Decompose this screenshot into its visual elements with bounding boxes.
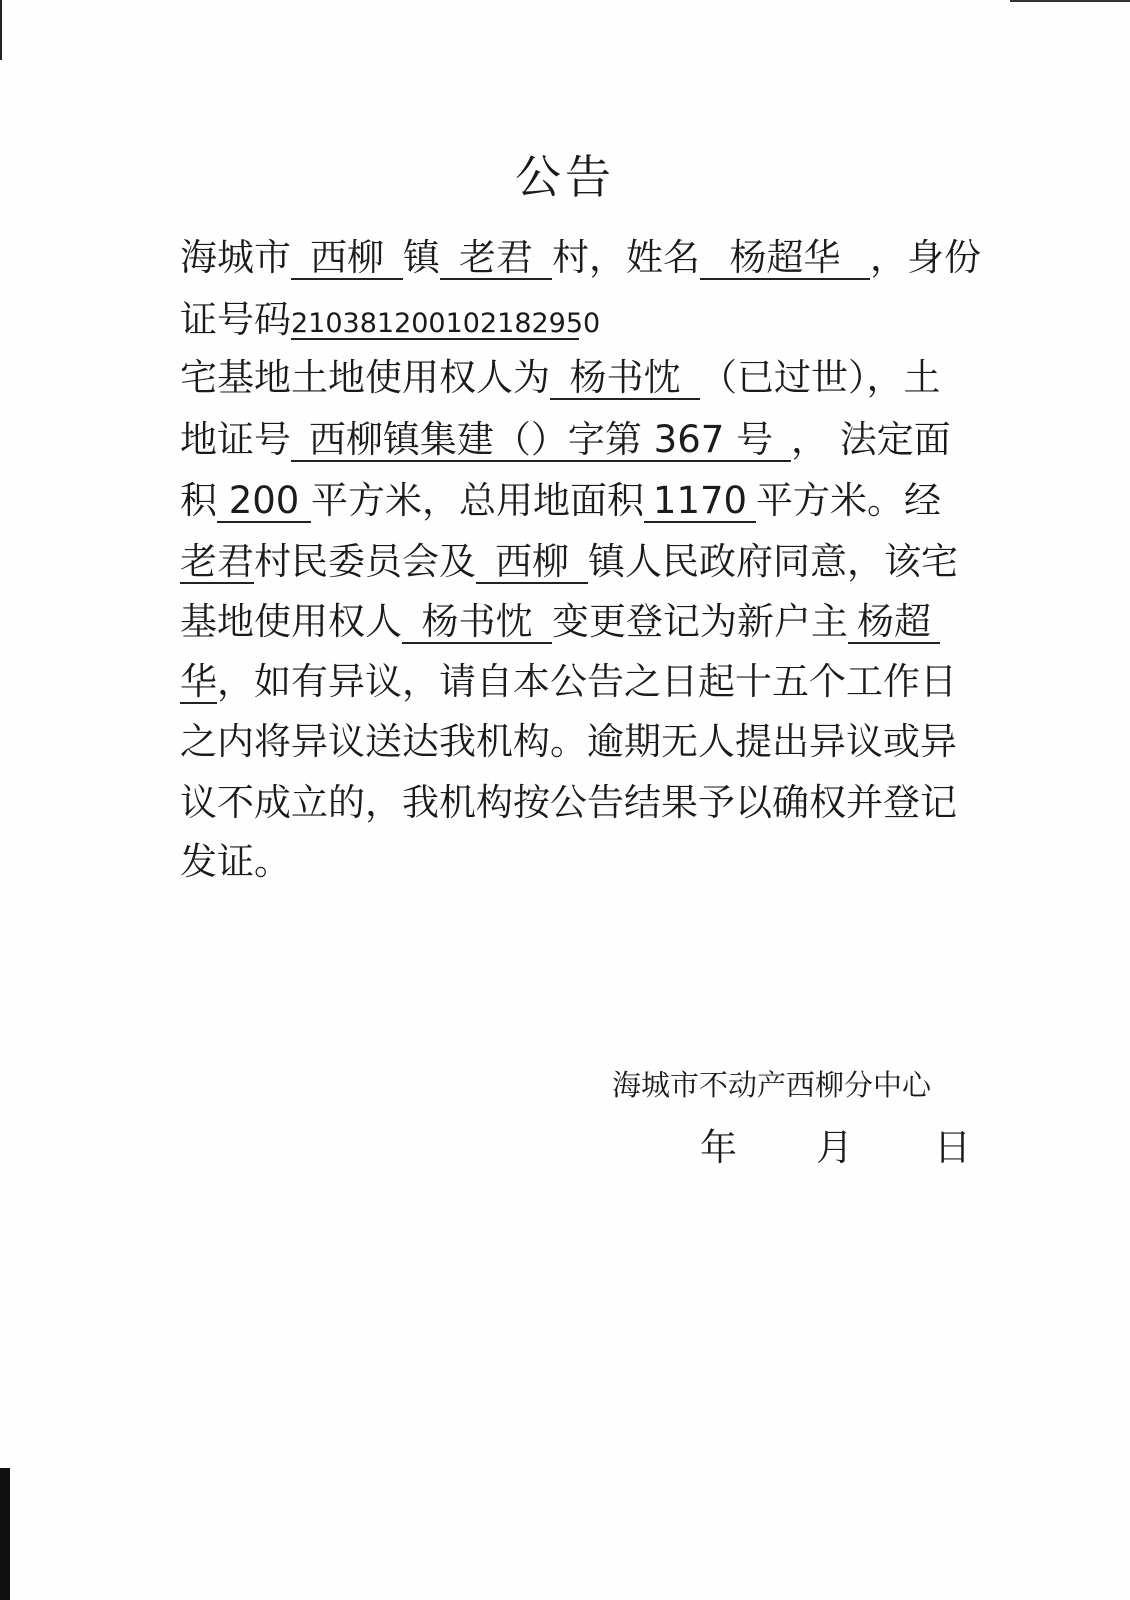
id-label-b: 证号码: [180, 298, 291, 341]
id-number-field: 210381200102182950: [291, 308, 601, 339]
name-field: 杨超华: [700, 239, 870, 280]
issuing-organization: 海城市不动产西柳分中心: [612, 1068, 932, 1102]
holder-field-2: 杨书忱: [402, 603, 552, 644]
date-year: 年: [700, 1126, 737, 1169]
new-owner-field-a: 杨超: [848, 603, 940, 644]
holder-field: 杨书忱: [550, 359, 700, 400]
line-1: [180, 236, 981, 280]
para-text: 村民委员会及: [254, 540, 476, 583]
town-field: 西柳: [291, 239, 403, 280]
para-line-5: [180, 600, 940, 644]
line-2: [180, 298, 601, 342]
para-line-3: [180, 479, 941, 523]
para-text: ，如有异议，请自本公告之日起十五个工作日: [217, 660, 957, 703]
notice-title: 公告: [515, 150, 615, 204]
cert-number-field: 西柳镇集建（）字第 367 号: [291, 421, 791, 462]
para-line-6: [180, 660, 957, 704]
para-text: 变更登记为新户主: [552, 600, 848, 643]
id-label-a: ，身份: [870, 236, 981, 279]
town-field-2: 西柳: [476, 543, 588, 584]
village-suffix: 村，姓名: [552, 236, 700, 279]
para-line-4: [180, 540, 958, 584]
para-line-2: [180, 418, 951, 462]
village-field-2: 老君: [180, 540, 254, 583]
para-text: （已过世），土: [700, 356, 941, 399]
scan-edge-mark: [1010, 0, 1130, 2]
new-owner-field-b: 华: [180, 660, 217, 703]
para-text: 镇人民政府同意，该宅: [588, 540, 958, 583]
para-text: 积: [180, 479, 217, 522]
town-suffix: 镇: [403, 236, 440, 279]
para-text: 宅基地土地使用权人为: [180, 356, 550, 399]
para-line-8: 议不成立的，我机构按公告结果予以确权并登记: [180, 781, 957, 824]
para-text: 平方米，总用地面积: [311, 479, 644, 522]
city-label: 海城市: [180, 236, 291, 279]
scan-edge-mark: [0, 1468, 10, 1600]
para-text: 地证号: [180, 418, 291, 461]
village-field: 老君: [440, 239, 552, 280]
para-text: 基地使用权人: [180, 600, 402, 643]
para-line-1: [180, 356, 941, 400]
para-text: 平方米。经: [756, 479, 941, 522]
total-area-field: 1170: [644, 482, 756, 523]
scan-edge-mark: [0, 0, 2, 60]
date-day: 日: [934, 1126, 971, 1169]
para-text: ， 法定面: [791, 418, 951, 461]
legal-area-field: 200: [217, 482, 311, 523]
para-line-7: 之内将异议送达我机构。逾期无人提出异议或异: [180, 720, 957, 763]
para-line-9: 发证。: [180, 840, 291, 883]
date-month: 月: [816, 1126, 853, 1169]
